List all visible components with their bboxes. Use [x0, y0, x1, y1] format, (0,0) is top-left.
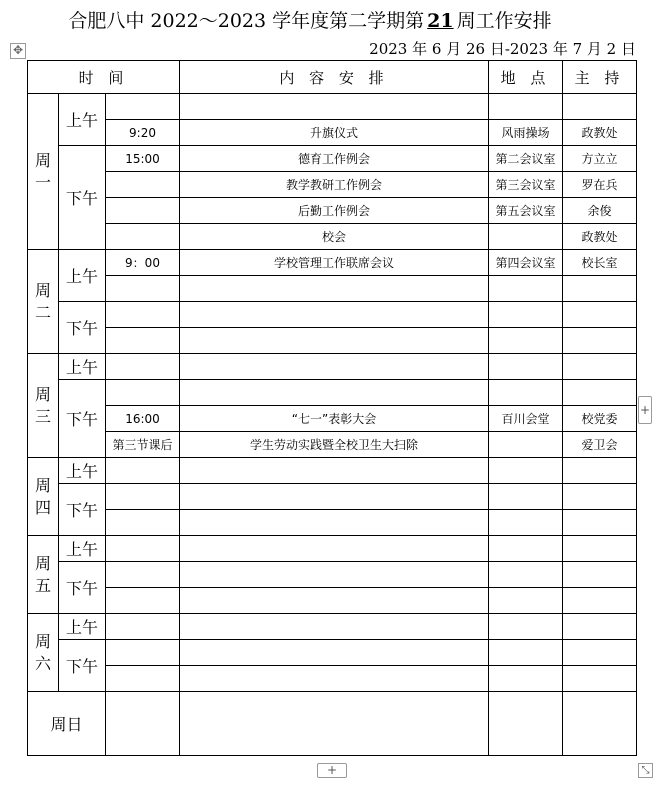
content-cell[interactable]: [180, 484, 489, 510]
host-cell[interactable]: 校长室: [563, 250, 637, 276]
host-cell[interactable]: [563, 276, 637, 302]
time-cell[interactable]: [106, 614, 180, 640]
location-cell[interactable]: [489, 276, 563, 302]
table-row: [28, 380, 637, 406]
host-cell[interactable]: 方立立: [563, 146, 637, 172]
add-row-icon[interactable]: +: [317, 763, 347, 778]
day-label-wed: 周 三: [28, 354, 59, 458]
host-cell[interactable]: 政教处: [563, 120, 637, 146]
content-cell[interactable]: [180, 510, 489, 536]
location-cell[interactable]: [489, 432, 563, 458]
content-cell[interactable]: 升旗仪式: [180, 120, 489, 146]
content-cell[interactable]: [180, 276, 489, 302]
period-label-pm: 下午: [59, 562, 106, 614]
content-cell[interactable]: [180, 666, 489, 692]
time-cell[interactable]: [106, 666, 180, 692]
host-cell[interactable]: [563, 536, 637, 562]
host-cell[interactable]: [563, 614, 637, 640]
time-cell[interactable]: [106, 354, 180, 380]
table-row: [28, 666, 637, 692]
table-row: [28, 614, 637, 640]
location-cell[interactable]: [489, 614, 563, 640]
host-cell[interactable]: [563, 302, 637, 328]
host-cell[interactable]: 罗在兵: [563, 172, 637, 198]
time-cell[interactable]: 15:00: [106, 146, 180, 172]
host-cell[interactable]: [563, 666, 637, 692]
host-cell[interactable]: [563, 380, 637, 406]
table-row: [28, 302, 637, 328]
time-cell[interactable]: 16:00: [106, 406, 180, 432]
content-cell[interactable]: 学生劳动实践暨全校卫生大扫除: [180, 432, 489, 458]
host-cell[interactable]: [563, 692, 637, 756]
table-row: [28, 692, 637, 756]
location-cell[interactable]: 风雨操场: [489, 120, 563, 146]
table-row: [28, 172, 637, 198]
content-cell[interactable]: [180, 692, 489, 756]
title-prefix: 合肥八中 2022～2023 学年度第二学期第: [68, 10, 425, 32]
time-cell[interactable]: [106, 198, 180, 224]
time-cell[interactable]: [106, 588, 180, 614]
time-cell[interactable]: [106, 484, 180, 510]
content-cell[interactable]: 学校管理工作联席会议: [180, 250, 489, 276]
host-cell[interactable]: 爱卫会: [563, 432, 637, 458]
period-label-am: 上午: [59, 458, 106, 484]
table-row: [28, 354, 637, 380]
location-cell[interactable]: [489, 640, 563, 666]
host-cell[interactable]: [563, 354, 637, 380]
resize-table-icon[interactable]: ⤡: [638, 763, 653, 778]
content-cell[interactable]: [180, 328, 489, 354]
location-cell[interactable]: [489, 94, 563, 120]
day-label-fri: 周 五: [28, 536, 59, 614]
host-cell[interactable]: 余俊: [563, 198, 637, 224]
table-row: [28, 94, 637, 120]
table-row: [28, 198, 637, 224]
location-cell[interactable]: [489, 484, 563, 510]
time-cell[interactable]: [106, 380, 180, 406]
content-cell[interactable]: [180, 302, 489, 328]
host-cell[interactable]: 校党委: [563, 406, 637, 432]
time-cell[interactable]: [106, 640, 180, 666]
location-cell[interactable]: 第二会议室: [489, 146, 563, 172]
table-row: [28, 120, 637, 146]
time-cell[interactable]: [106, 510, 180, 536]
location-cell[interactable]: [489, 328, 563, 354]
period-label-pm: 下午: [59, 302, 106, 354]
time-cell[interactable]: [106, 562, 180, 588]
title-suffix: 周工作安排: [456, 10, 552, 32]
location-cell[interactable]: [489, 666, 563, 692]
date-range: 2023 年 6 月 26 日-2023 年 7 月 2 日: [369, 40, 636, 58]
period-label-am: 上午: [59, 94, 106, 146]
content-cell[interactable]: 校会: [180, 224, 489, 250]
location-cell[interactable]: [489, 692, 563, 756]
table-row: [28, 640, 637, 666]
table-row: [28, 276, 637, 302]
period-label-am: 上午: [59, 354, 106, 380]
time-cell[interactable]: [106, 458, 180, 484]
time-cell[interactable]: [106, 94, 180, 120]
location-cell[interactable]: [489, 302, 563, 328]
location-cell[interactable]: 第五会议室: [489, 198, 563, 224]
content-cell[interactable]: 后勤工作例会: [180, 198, 489, 224]
table-row: [28, 458, 637, 484]
period-label-pm: 下午: [59, 380, 106, 458]
period-label-am: 上午: [59, 250, 106, 302]
location-cell[interactable]: [489, 354, 563, 380]
location-cell[interactable]: [489, 588, 563, 614]
table-row: [28, 328, 637, 354]
content-cell[interactable]: [180, 588, 489, 614]
day-label-tue: 周 二: [28, 250, 59, 354]
host-cell[interactable]: [563, 484, 637, 510]
location-cell[interactable]: [489, 380, 563, 406]
content-cell[interactable]: [180, 536, 489, 562]
location-cell[interactable]: [489, 536, 563, 562]
header-location: 地 点: [489, 61, 563, 94]
location-cell[interactable]: 第三会议室: [489, 172, 563, 198]
host-cell[interactable]: [563, 510, 637, 536]
day-label-sun: 周日: [28, 692, 106, 756]
table-row: [28, 146, 637, 172]
host-cell[interactable]: [563, 562, 637, 588]
host-cell[interactable]: [563, 640, 637, 666]
header-row: [28, 61, 637, 94]
content-cell[interactable]: “七一”表彰大会: [180, 406, 489, 432]
period-label-pm: 下午: [59, 146, 106, 250]
location-cell[interactable]: [489, 510, 563, 536]
day-label-mon: 周 一: [28, 94, 59, 250]
table-row: [28, 562, 637, 588]
period-label-pm: 下午: [59, 640, 106, 692]
time-cell[interactable]: 第三节课后: [106, 432, 180, 458]
table-row: [28, 588, 637, 614]
period-label-am: 上午: [59, 536, 106, 562]
period-label-am: 上午: [59, 614, 106, 640]
host-cell[interactable]: [563, 458, 637, 484]
content-cell[interactable]: [180, 640, 489, 666]
location-cell[interactable]: [489, 224, 563, 250]
host-cell[interactable]: [563, 588, 637, 614]
location-cell[interactable]: 百川会堂: [489, 406, 563, 432]
document-title: [0, 6, 620, 33]
table-move-icon[interactable]: ✥: [10, 43, 26, 59]
header-host: 主 持: [563, 61, 637, 94]
table-row: [28, 224, 637, 250]
location-cell[interactable]: 第四会议室: [489, 250, 563, 276]
time-cell[interactable]: [106, 172, 180, 198]
host-cell[interactable]: 政教处: [563, 224, 637, 250]
content-cell[interactable]: 教学教研工作例会: [180, 172, 489, 198]
host-cell[interactable]: [563, 328, 637, 354]
content-cell[interactable]: [180, 614, 489, 640]
table-row: [28, 432, 637, 458]
day-label-thu: 周 四: [28, 458, 59, 536]
content-cell[interactable]: [180, 354, 489, 380]
content-cell[interactable]: [180, 562, 489, 588]
header-content: 内 容 安 排: [180, 61, 489, 94]
time-cell[interactable]: 9：00: [106, 250, 180, 276]
time-cell[interactable]: [106, 692, 180, 756]
content-cell[interactable]: 德育工作例会: [180, 146, 489, 172]
time-cell[interactable]: [106, 328, 180, 354]
schedule-table: [27, 60, 637, 756]
day-label-sat: 周 六: [28, 614, 59, 692]
host-cell[interactable]: [563, 94, 637, 120]
location-cell[interactable]: [489, 458, 563, 484]
time-cell[interactable]: 9:20: [106, 120, 180, 146]
time-cell[interactable]: [106, 276, 180, 302]
content-cell[interactable]: [180, 94, 489, 120]
add-column-icon[interactable]: +: [638, 396, 652, 424]
table-row: [28, 406, 637, 432]
header-time: 时 间: [28, 61, 180, 94]
time-cell[interactable]: [106, 302, 180, 328]
table-row: [28, 510, 637, 536]
week-number: 21: [427, 10, 454, 32]
content-cell[interactable]: [180, 458, 489, 484]
period-label-pm: 下午: [59, 484, 106, 536]
content-cell[interactable]: [180, 380, 489, 406]
time-cell[interactable]: [106, 224, 180, 250]
table-row: [28, 484, 637, 510]
time-cell[interactable]: [106, 536, 180, 562]
table-row: [28, 250, 637, 276]
table-row: [28, 536, 637, 562]
location-cell[interactable]: [489, 562, 563, 588]
